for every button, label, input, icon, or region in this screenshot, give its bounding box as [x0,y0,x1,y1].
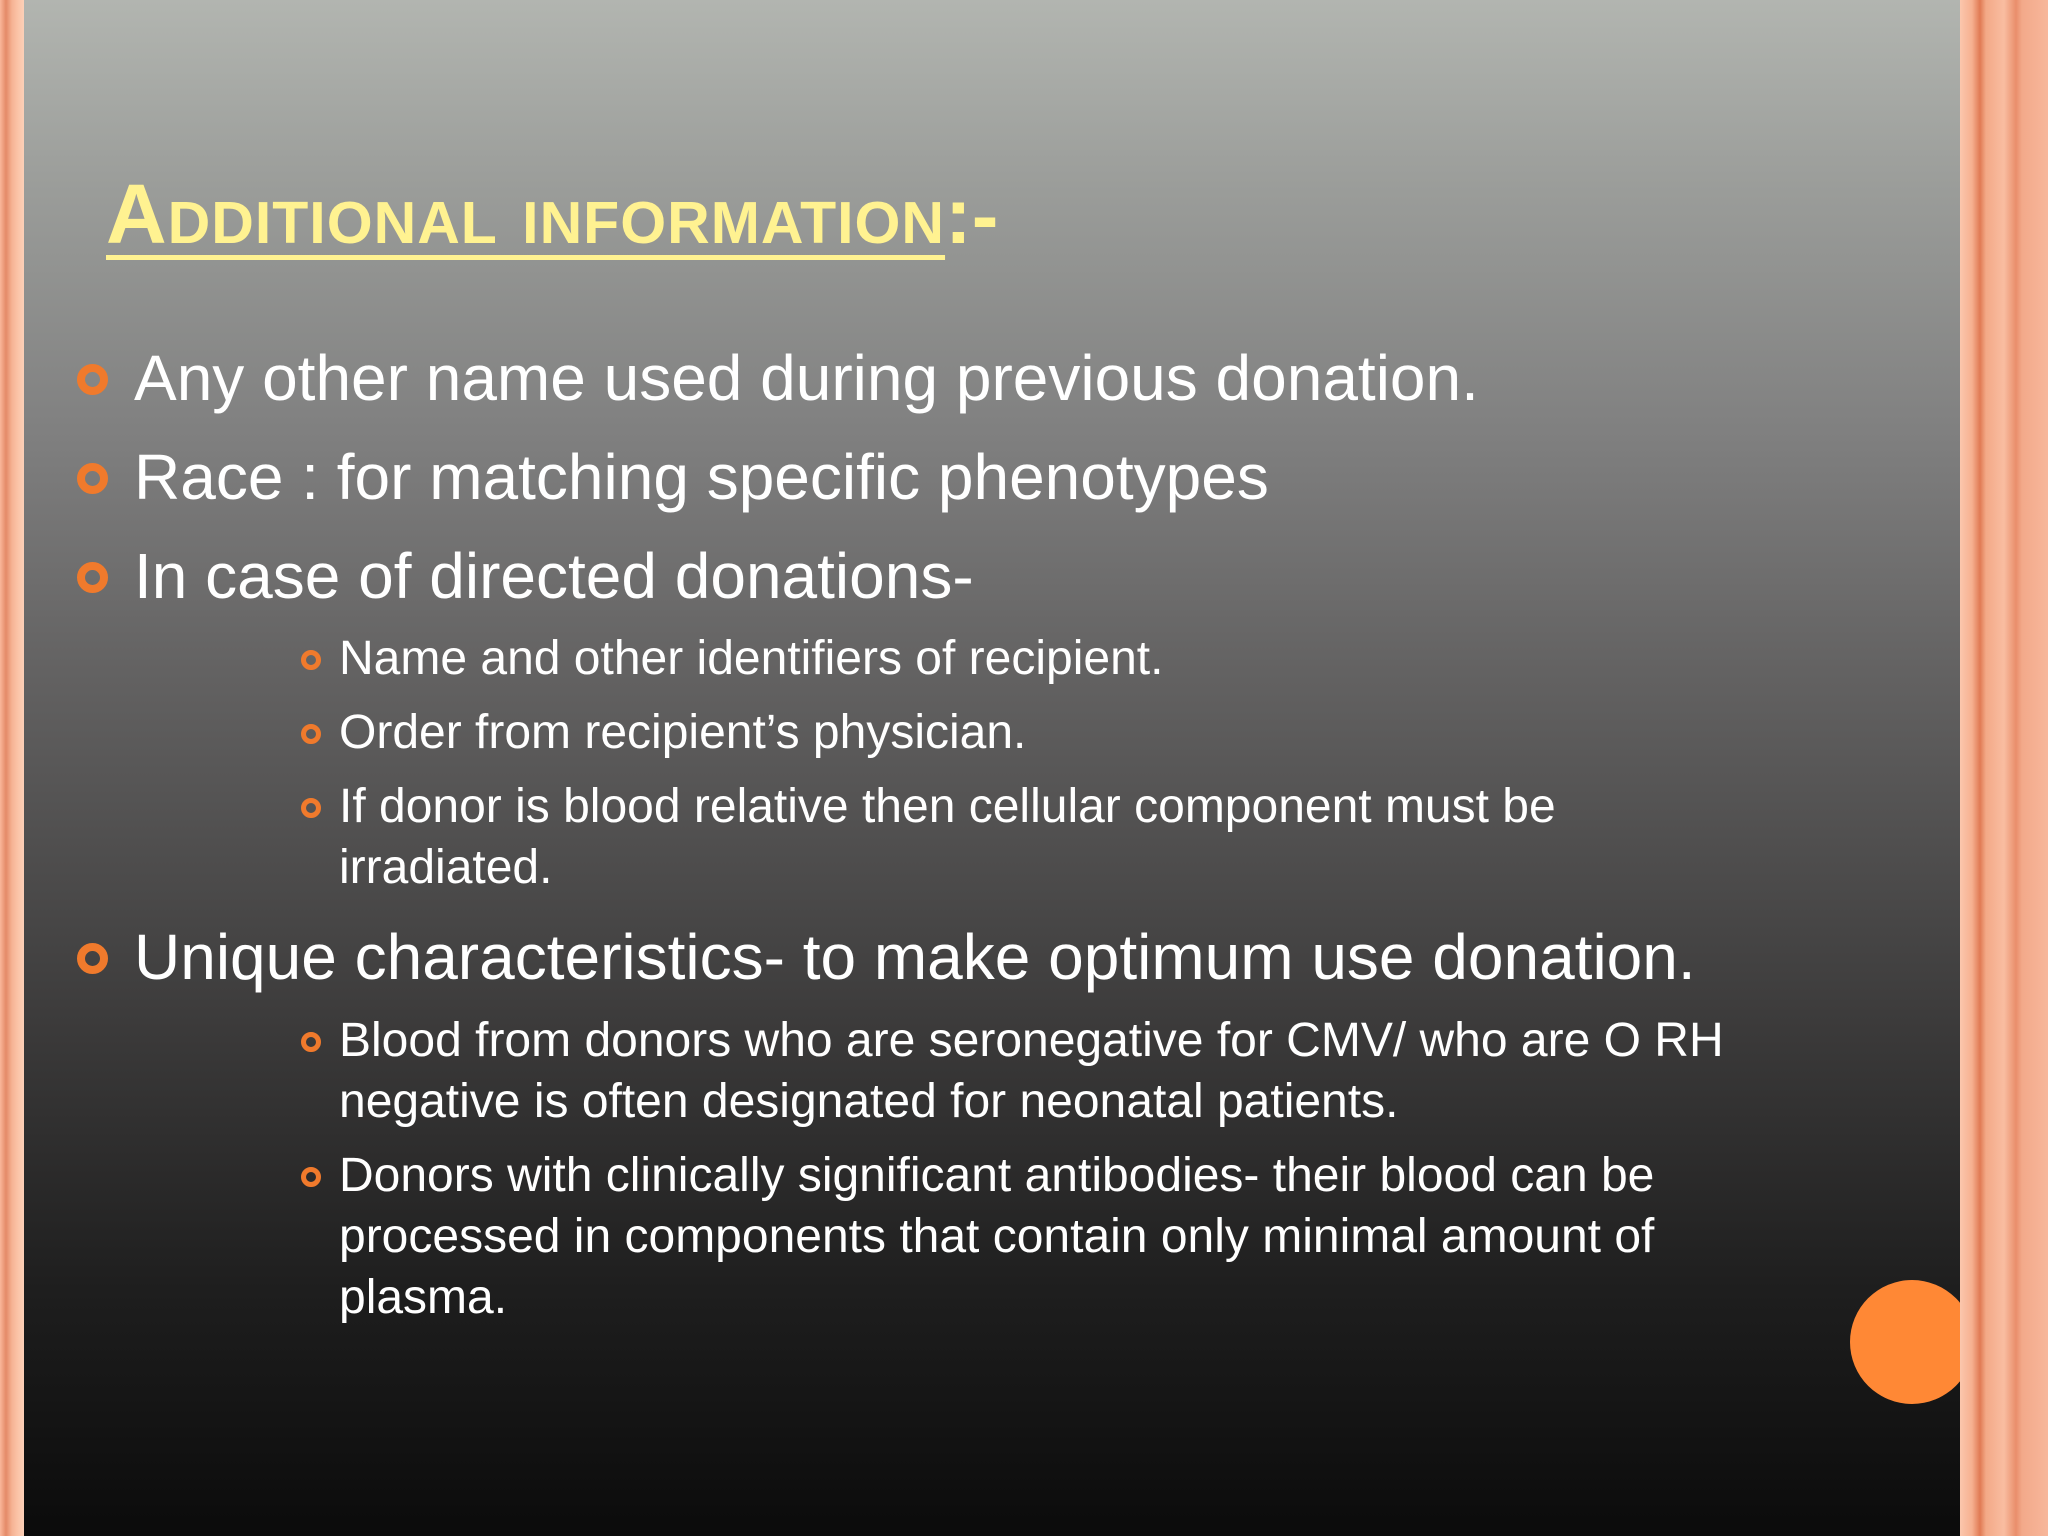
bullet-item [134,439,1269,515]
bullet-text: In case of directed donations- [134,540,974,612]
sub-bullet-text-line: Donors with clinically significant antibodies- their blood can be [339,1149,1655,1202]
hollow-circle-icon [301,798,321,818]
hollow-circle-icon [77,562,108,593]
bullet-item [134,538,974,614]
hollow-circle-icon [301,1032,321,1052]
sub-bullet-text-line: negative is often designated for neonatal patients. [339,1075,1399,1128]
sub-bullet-text: Order from recipient’s physician. [339,706,1027,759]
bullet-item [134,919,1696,995]
hollow-circle-icon [301,650,321,670]
slide [24,0,1960,1536]
bullet-item [134,340,1479,416]
hollow-circle-icon [301,724,321,744]
hollow-circle-icon [77,463,108,494]
sub-bullet-item [339,1145,1654,1328]
sub-bullet-item [339,1010,1724,1132]
sub-bullet-text-line: processed in components that contain only minimal amount of [339,1210,1655,1263]
bullet-text: Race : for matching specific phenotypes [134,441,1269,513]
sub-bullet-item [339,776,1556,898]
sub-bullet-text-line: Blood from donors who are seronegative for CMV/ who are O RH [339,1014,1724,1067]
sub-bullet-text-line: plasma. [339,1271,508,1324]
slide-title-suffix: :- [945,171,999,260]
bullet-text: Unique characteristics- to make optimum use donation. [134,921,1696,993]
slide-title-text: Additional information [106,167,946,261]
bullet-text: Any other name used during previous donation. [134,342,1479,414]
hollow-circle-icon [77,364,108,395]
sub-bullet-item [339,702,1026,763]
sub-bullet-item [339,628,1163,689]
hollow-circle-icon [301,1167,321,1187]
right-decorative-band [1960,0,2048,1536]
bullet-list [24,0,1960,1536]
sub-bullet-text: Name and other identifiers of recipient. [339,632,1164,685]
sub-bullet-text-line: irradiated. [339,841,553,894]
hollow-circle-icon [77,943,108,974]
sub-bullet-text-line: If donor is blood relative then cellular component must be [339,780,1556,833]
